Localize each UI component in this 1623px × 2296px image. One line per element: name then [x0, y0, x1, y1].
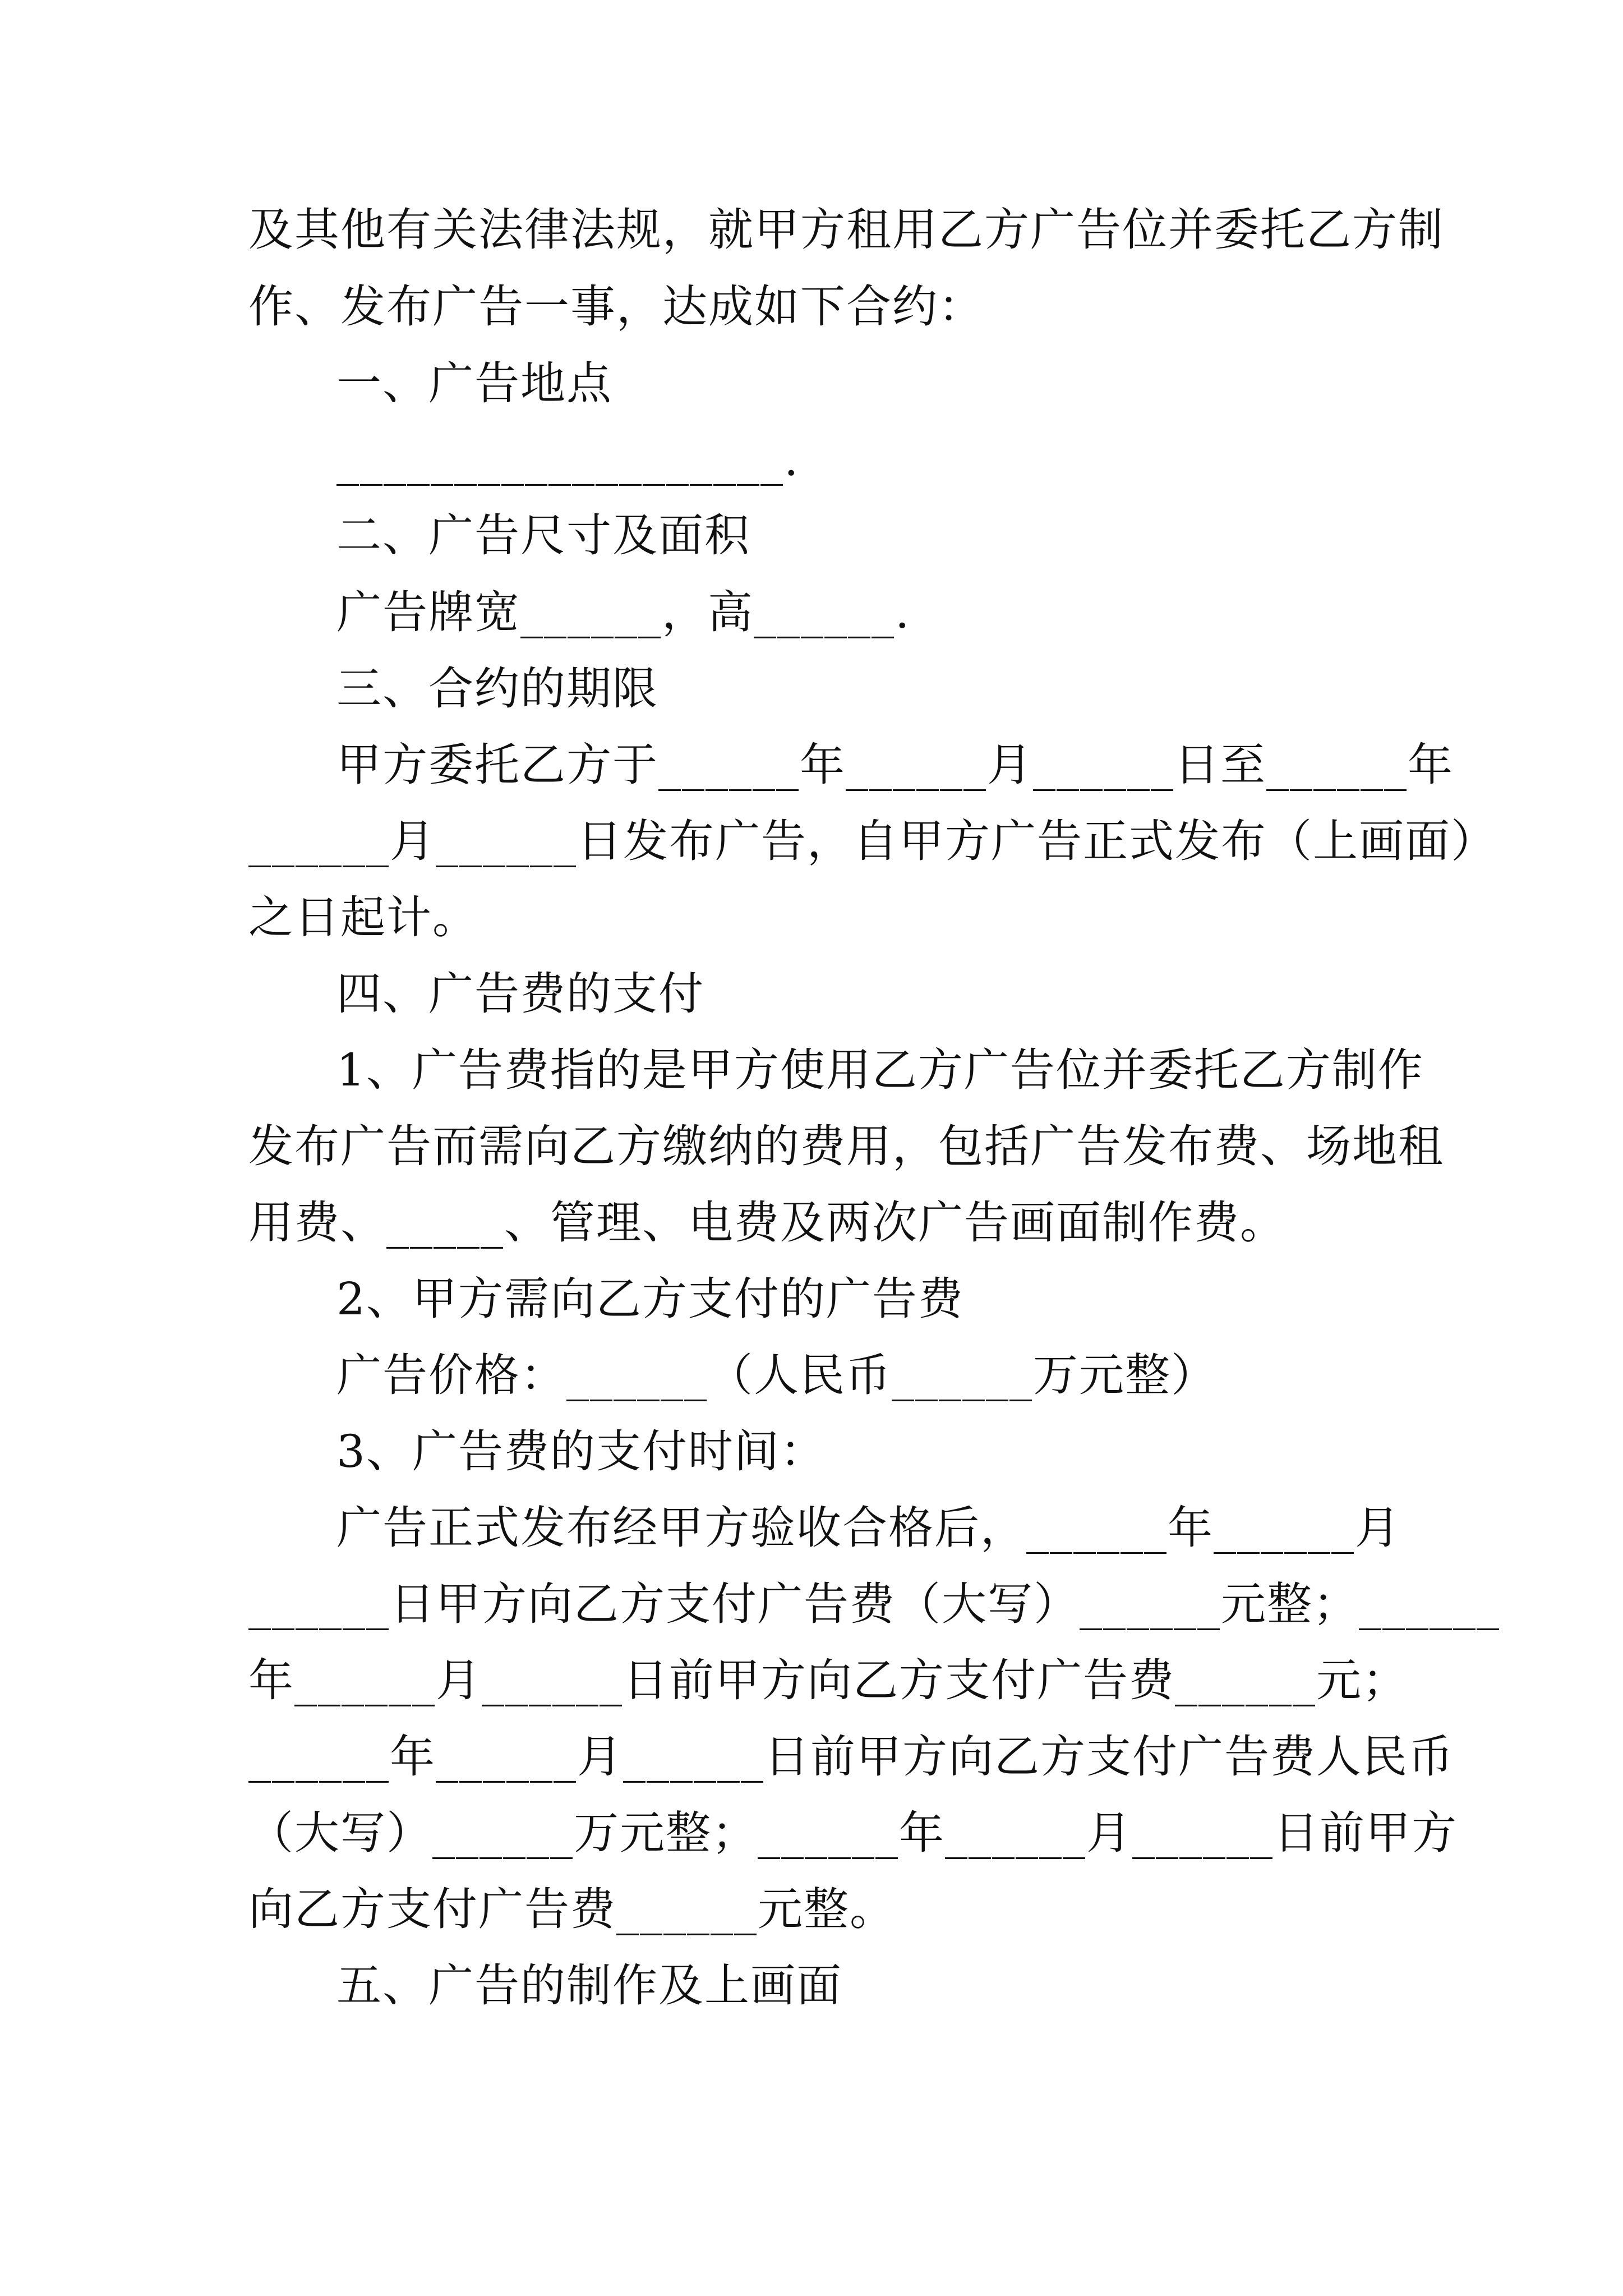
paragraph-line: ______年______月______日前甲方向乙方支付广告费人民币 — [248, 1731, 1454, 1783]
section-heading: 一、广告地点 — [336, 357, 612, 409]
paragraph-line: 1、广告费指的是甲方使用乙方广告位并委托乙方制作 — [336, 1044, 1424, 1096]
paragraph-line: 3、广告费的支付时间： — [336, 1425, 826, 1478]
paragraph-line: 作、发布广告一事，达成如下合约： — [248, 280, 984, 333]
paragraph-line: 及其他有关法律法规，就甲方租用乙方广告位并委托乙方制 — [248, 204, 1444, 256]
section-heading: 四、广告费的支付 — [336, 968, 704, 1020]
section-heading: 三、合约的期限 — [336, 662, 658, 715]
paragraph-line: （大写）______万元整；______年______月______日前甲方 — [248, 1807, 1458, 1859]
paragraph-line: 广告牌宽______，高______. — [336, 586, 911, 638]
blank-field-line: ___________________. — [336, 434, 800, 486]
paragraph-line: 广告正式发布经甲方验收合格后，______年______月 — [336, 1502, 1401, 1554]
paragraph-line: 用费、_____、管理、电费及两次广告画面制作费。 — [248, 1197, 1286, 1249]
section-heading: 五、广告的制作及上画面 — [336, 1959, 842, 2012]
paragraph-line: 年______月______日前甲方向乙方支付广告费______元； — [248, 1654, 1408, 1706]
paragraph-line: 发布广告而需向乙方缴纳的费用，包括广告发布费、场地租 — [248, 1120, 1444, 1172]
paragraph-line: ______月______日发布广告，自甲方广告正式发布（上画面） — [248, 815, 1497, 867]
section-heading: 二、广告尺寸及面积 — [336, 509, 750, 562]
paragraph-line: 甲方委托乙方于______年______月______日至______年 — [336, 739, 1454, 791]
paragraph-line: 之日起计。 — [248, 891, 478, 944]
paragraph-line: 向乙方支付广告费______元整。 — [248, 1883, 896, 1935]
paragraph-line: 广告价格：______（人民币______万元整） — [336, 1349, 1217, 1401]
paragraph-line: 2、甲方需向乙方支付的广告费 — [336, 1273, 964, 1325]
paragraph-line: ______日甲方向乙方支付广告费（大写）______元整；______ — [248, 1578, 1500, 1630]
